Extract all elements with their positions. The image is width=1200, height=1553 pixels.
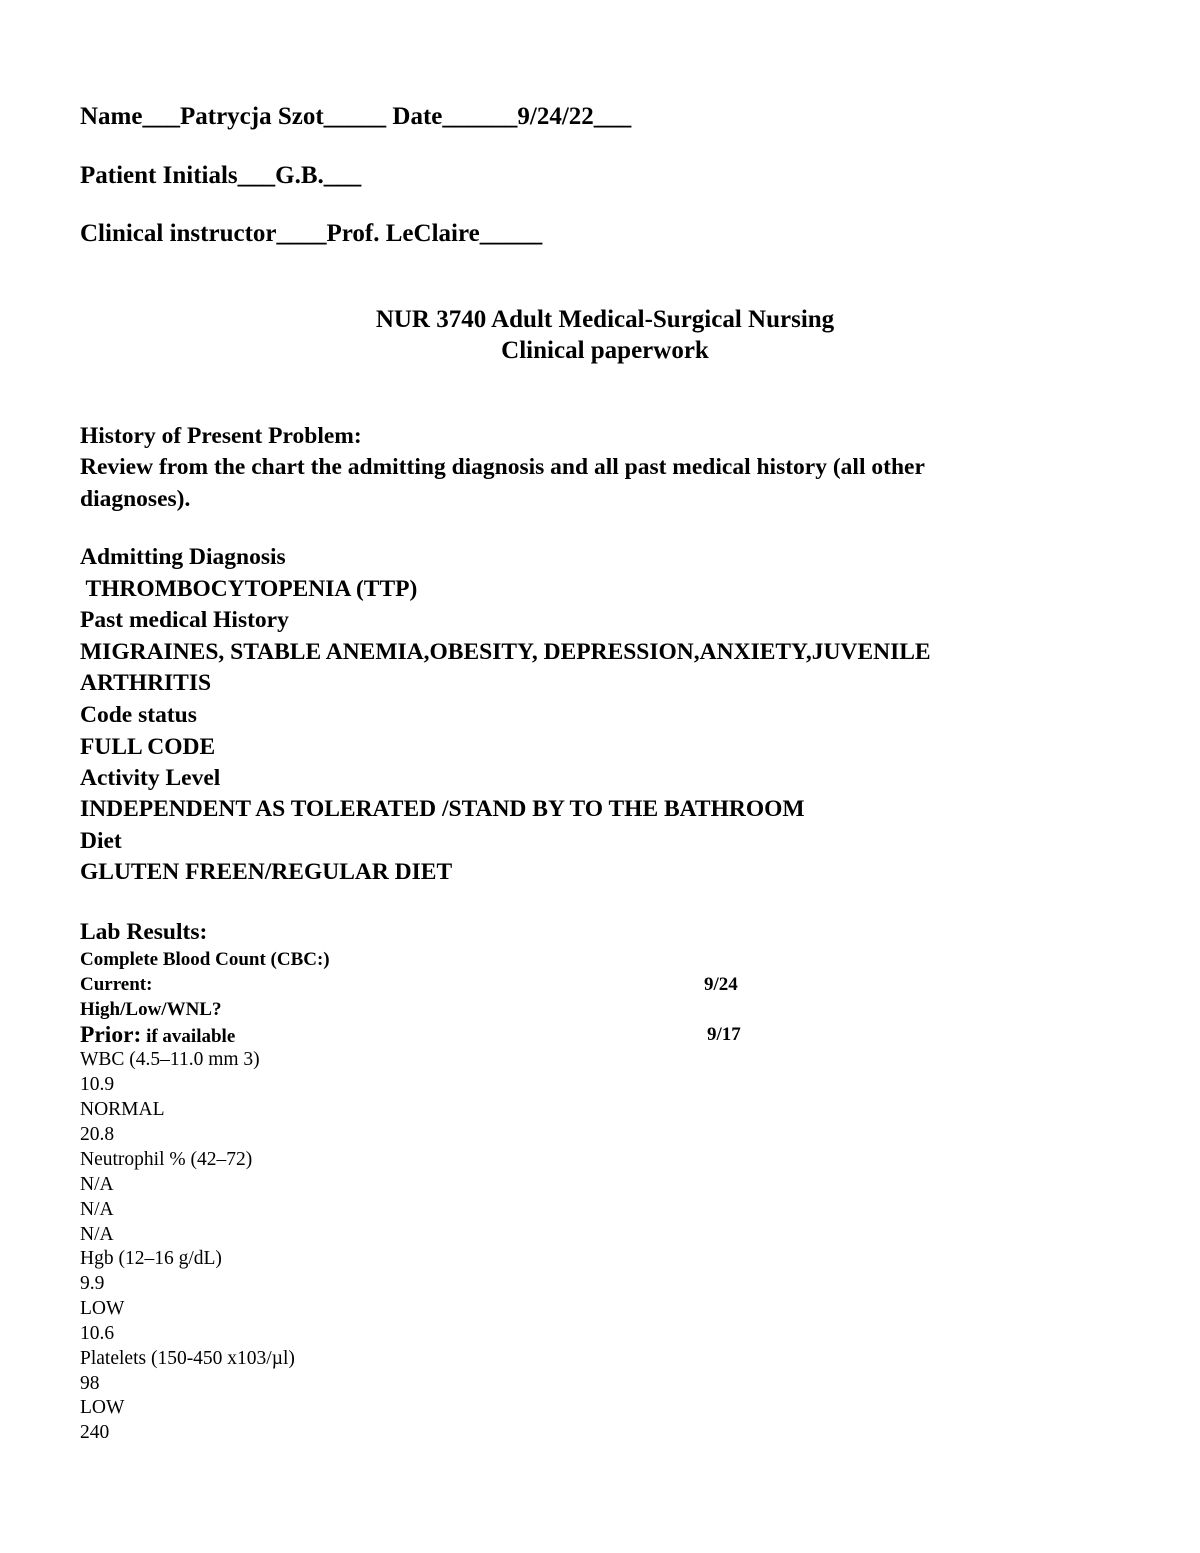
lab-row-hgb-prior: 10.6 <box>80 1323 115 1344</box>
course-title: NUR 3740 Adult Medical-Surgical Nursing <box>375 306 835 333</box>
history-instruction-line2: diagnoses). <box>80 486 191 512</box>
lab-row-neutrophil-current: N/A <box>80 1174 114 1195</box>
prior-label-note: if available <box>141 1026 236 1047</box>
prior-date: 9/17 <box>707 1024 741 1045</box>
diet-label: Diet <box>80 828 122 854</box>
lab-row-wbc-current: 10.9 <box>80 1074 115 1095</box>
current-date: 9/24 <box>704 974 738 995</box>
cbc-label: Complete Blood Count (CBC:) <box>80 949 330 970</box>
code-status-value: FULL CODE <box>80 734 216 760</box>
activity-level-value: INDEPENDENT AS TOLERATED /STAND BY TO THE BATHROOM <box>80 796 805 822</box>
history-instruction-line1: Review from the chart the admitting diagnosis and all past medical history (all other <box>80 454 925 480</box>
lab-row-hgb-label: Hgb (12–16 g/dL) <box>80 1248 222 1269</box>
patient-initials-line: Patient Initials___G.B.___ <box>80 162 362 189</box>
lab-row-hgb-current: 9.9 <box>80 1273 105 1294</box>
prior-label <box>80 1024 235 1048</box>
current-label: Current: <box>80 974 153 995</box>
lab-row-platelets-status: LOW <box>80 1397 125 1418</box>
lab-row-neutrophil-prior: N/A <box>80 1224 114 1245</box>
prior-label-main: Prior: <box>80 1022 142 1048</box>
lab-row-wbc-prior: 20.8 <box>80 1124 115 1145</box>
lab-row-neutrophil-label: Neutrophil % (42–72) <box>80 1149 253 1170</box>
lab-row-wbc-status: NORMAL <box>80 1099 165 1120</box>
admitting-diagnosis-label: Admitting Diagnosis <box>80 544 286 570</box>
document-subtitle: Clinical paperwork <box>501 337 709 364</box>
past-medical-history-value-line1: MIGRAINES, STABLE ANEMIA,OBESITY, DEPRESSION,ANXIETY,JUVENILE <box>80 639 931 665</box>
lab-row-platelets-prior: 240 <box>80 1422 110 1443</box>
name-date-line: Name___Patrycja Szot_____ Date______9/24/22___ <box>80 103 632 130</box>
history-heading: History of Present Problem: <box>80 423 362 449</box>
lab-row-platelets-label: Platelets (150-450 x103/µl) <box>80 1348 295 1369</box>
lab-row-wbc-label: WBC (4.5–11.0 mm 3) <box>80 1049 260 1070</box>
past-medical-history-label: Past medical History <box>80 607 289 633</box>
lab-row-hgb-status: LOW <box>80 1298 125 1319</box>
clinical-instructor-line: Clinical instructor____Prof. LeClaire_____ <box>80 220 543 247</box>
activity-level-label: Activity Level <box>80 765 221 791</box>
lab-row-platelets-current: 98 <box>80 1373 100 1394</box>
high-low-wnl-label: High/Low/WNL? <box>80 999 222 1020</box>
lab-row-neutrophil-status: N/A <box>80 1199 114 1220</box>
code-status-label: Code status <box>80 702 197 728</box>
admitting-diagnosis-value: THROMBOCYTOPENIA (TTP) <box>80 576 418 602</box>
diet-value: GLUTEN FREEN/REGULAR DIET <box>80 859 453 885</box>
past-medical-history-value-line2: ARTHRITIS <box>80 670 212 696</box>
lab-results-heading: Lab Results: <box>80 919 208 945</box>
